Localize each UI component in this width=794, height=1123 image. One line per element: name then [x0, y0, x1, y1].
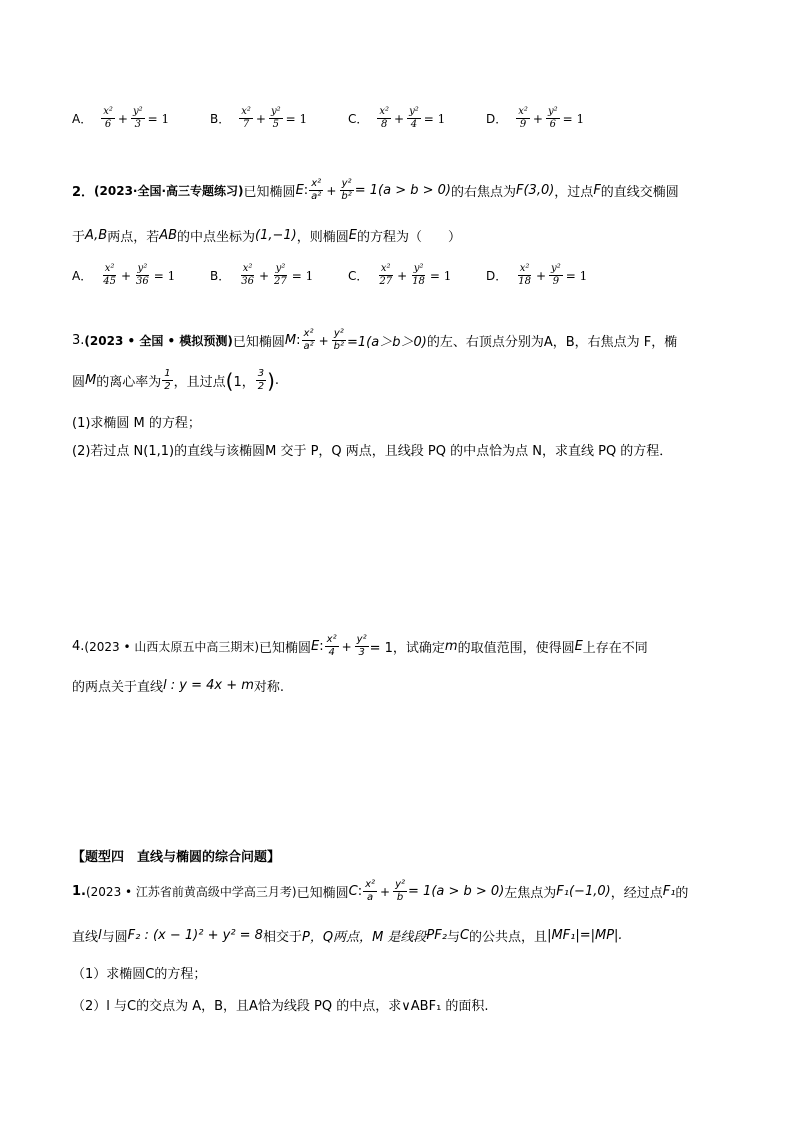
q1-option-c: C． $\frac{\text{x²}}{8}$ + $\frac{\text{y²}}{4}$ = 1 [348, 106, 446, 130]
q2-option-c: C． $\frac{\text{x²}}{27}$ + $\frac{\text{y²}}{18}$ = 1 [348, 263, 452, 287]
q3-line-1: 3. (2023 • 全国 • 模拟预测) 已知椭圆 M : $\frac{\text{x²}}{\text{a²}}$ + $\frac{\text{y²}}{\text{b²}}$ =1(a＞b＞0) 的左、右顶点分别为 A，B，右焦点为 F，椭 [72, 328, 678, 352]
q2-option-a: A． $\frac{\text{x²}}{45}$ + $\frac{\text{y²}}{36}$ = 1 [72, 263, 176, 287]
q2-option-b: B． $\frac{\text{x²}}{36}$ + $\frac{\text{y²}}{27}$ = 1 [210, 263, 314, 287]
q2-line-1: 2． (2023·全国·高三专题练习) 已知椭圆 E : $\frac{\text{x²}}{\text{a²}}$ + $\frac{\text{y²}}{\text{b²}}$ = 1(a > b > 0) 的右焦点为 F(3,0) ，过点 F 的直线交椭圆 [72, 178, 679, 202]
q5-line-1: 1. (2023 • 江苏省前黄高级中学高三月考) 已知椭圆 C : $\frac{\text{x²}}{a}$ + $\frac{\text{y²}}{b}$ = 1(a > b > 0) 左焦点为 F₁(−1,0) ，经过点 F₁ 的 [72, 879, 689, 903]
q5-line-2: 直线 l 与圆 F₂ : (x − 1)² + y² = 8 相交于 P，Q两点， M 是线段 PF₂ 与 C 的公共点，且 |MF₁|=|MP|. [72, 928, 623, 945]
q5-sub-1: （1）求椭圆C的方程； [72, 967, 207, 982]
fraction: $\frac{\text{y²}}{3}$ [132, 106, 143, 130]
section-title: 【题型四 直线与椭圆的综合问题】 [72, 850, 281, 865]
q1-options [72, 106, 692, 131]
fraction: $\frac{\text{x²}}{6}$ [103, 106, 113, 130]
q3-sub-1: (1)求椭圆 M 的方程； [72, 416, 201, 431]
q3-line-2: 圆 M 的离心率为 $\frac{1}{2}$ ，且过点 ( 1， $\frac{3}{2}$ ) . [72, 368, 280, 393]
q1-option-d: D． $\frac{\text{x²}}{9}$ + $\frac{\text{y²}}{6}$ = 1 [486, 106, 585, 130]
q2-options [72, 263, 692, 288]
q2-line-2: 于 A,B 两点，若 AB 的中点坐标为 (1,−1) ，则椭圆 E 的方程为（ ） [72, 228, 462, 245]
q4-line-2: 的两点关于直线 l : y = 4x + m 对称. [72, 678, 285, 695]
q3-sub-2: (2)若过点 N(1,1)的直线与该椭圆M 交于 P，Q 两点，且线段 PQ 的中点恰为点 N，求直线 PQ 的方程． [72, 444, 673, 459]
q4-line-1: 4. (2023 • 山西太原五中高三期末) 已知椭圆 E : $\frac{\text{x²}}{4}$ + $\frac{\text{y²}}{3}$ = 1，试确定 m 的取值范围，使得圆 E 上存在不同 [72, 634, 648, 658]
q5-sub-2: （2）l 与C的交点为 A，B，且A恰为线段 PQ 的中点，求∨ABF₁ 的面积. [72, 999, 489, 1014]
q1-option-b: B． $\frac{\text{x²}}{7}$ + $\frac{\text{y²}}{5}$ = 1 [210, 106, 308, 130]
q2-option-d: D． $\frac{\text{x²}}{18}$ + $\frac{\text{y²}}{9}$ = 1 [486, 263, 588, 287]
q1-option-a: A． $\frac{\text{x²}}{6}$ + $\frac{\text{y²}}{3}$ = 1 [72, 106, 170, 130]
